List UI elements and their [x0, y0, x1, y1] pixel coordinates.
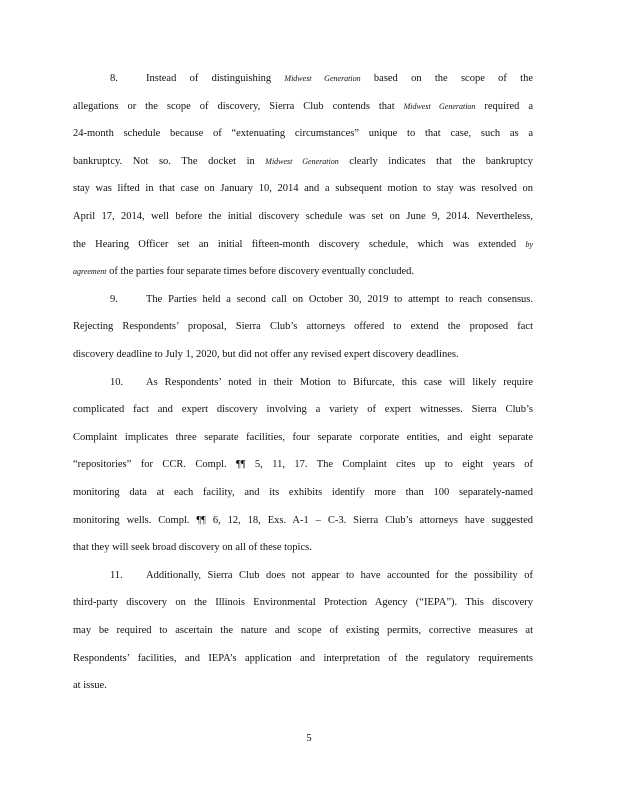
text-run: monitoring data at each facility, and its exhibits identify more than 100 separately-named: [73, 487, 533, 498]
paragraph-8-line: [73, 127, 533, 141]
text-run: As Respondents’ noted in their Motion to Bifurcate, this case will likely require: [146, 376, 533, 388]
paragraph-11-line: [110, 569, 533, 583]
paragraph-9-line: [73, 348, 533, 362]
text-run: the Hearing Officer set an initial fifteen-month discovery schedule, which was extended: [73, 238, 526, 250]
text-run: discovery deadline to July 1, 2020, but did not offer any revised expert discovery deadlines.: [73, 349, 459, 360]
italic-case-name: Midwest Generation: [265, 156, 339, 166]
italic-case-name: by: [525, 239, 533, 249]
page-number: 5: [306, 733, 312, 744]
paragraph-8-line: [73, 238, 533, 252]
paragraph-8-line: [73, 265, 533, 279]
text-run: of the parties four separate times before discovery eventually concluded.: [106, 266, 415, 278]
text-run: Instead of distinguishing: [146, 73, 285, 84]
paragraph-number: 8.: [110, 73, 118, 84]
paragraph-8-line: [110, 72, 533, 86]
italic-case-name: agreement: [73, 267, 107, 277]
text-run: “repositories” for CCR. Compl. ¶¶ 5, 11, 17. The Complaint cites up to eight years of: [73, 459, 533, 471]
text-run: allegations or the scope of discovery, Sierra Club contends that: [73, 100, 404, 112]
text-run: complicated fact and expert discovery involving a variety of expert witnesses. Sierra Club’s: [73, 404, 533, 416]
text-run: stay was lifted in that case on January 10, 2014 and a subsequent motion to stay was resolved on: [73, 183, 533, 195]
text-run: third-party discovery on the Illinois Environmental Protection Agency (“IEPA”). This discovery: [73, 597, 533, 609]
text-run: that they will seek broad discovery on all of these topics.: [73, 542, 312, 554]
paragraph-8-line: [73, 155, 533, 169]
text-run: 24-month schedule because of “extenuating circumstances” unique to that case, such as a: [73, 128, 533, 140]
paragraph-10-line: [110, 376, 533, 390]
paragraph-8-line: [73, 100, 533, 114]
paragraph-9-line: [110, 293, 533, 307]
paragraph-11-line: [73, 624, 533, 638]
text-run: at issue.: [73, 680, 107, 692]
paragraph-10-line: [73, 458, 533, 472]
italic-case-name: Midwest Generation: [284, 74, 361, 83]
text-run: April 17, 2014, well before the initial discovery schedule was set on June 9, 2014. Nevertheless,: [73, 211, 533, 222]
text-run: monitoring wells. Compl. ¶¶ 6, 12, 18, Exs. A-1 – C-3. Sierra Club’s attorneys have suggested: [73, 514, 533, 526]
italic-case-name: Midwest Generation: [403, 101, 476, 111]
paragraph-11-line: [73, 596, 533, 610]
paragraph-10-line: [73, 431, 533, 445]
text-run: may be required to ascertain the nature and scope of existing permits, corrective measures at: [73, 625, 533, 636]
text-run: bankruptcy. Not so. The docket in: [73, 155, 266, 167]
paragraph-10-line: [73, 403, 533, 417]
paragraph-11-line: [73, 679, 533, 693]
paragraph-10-line: [73, 514, 533, 528]
paragraph-10-line: [73, 541, 533, 555]
text-run: Additionally, Sierra Club does not appear to have accounted for the possibility of: [146, 569, 533, 581]
paragraph-8-line: [73, 182, 533, 196]
text-run: Rejecting Respondents’ proposal, Sierra Club’s attorneys offered to extend the proposed fact: [73, 321, 533, 333]
text-run: Respondents’ facilities, and IEPA’s application and interpretation of the regulatory requirements: [73, 652, 533, 664]
text-run: Complaint implicates three separate facilities, four separate corporate entities, and eight separate: [73, 431, 533, 443]
paragraph-11-line: [73, 652, 533, 666]
paragraph-number: 11.: [110, 569, 123, 581]
text-run: based on the scope of the: [360, 73, 534, 84]
paragraph-8-line: [73, 210, 533, 224]
paragraph-number: 9.: [110, 293, 118, 305]
text-run: required a: [475, 100, 533, 112]
text-run: clearly indicates that the bankruptcy: [338, 155, 533, 167]
text-run: The Parties held a second call on October 30, 2019 to attempt to reach consensus.: [146, 293, 533, 305]
paragraph-10-line: [73, 486, 533, 500]
paragraph-9-line: [73, 320, 533, 334]
paragraph-number: 10.: [110, 376, 124, 388]
